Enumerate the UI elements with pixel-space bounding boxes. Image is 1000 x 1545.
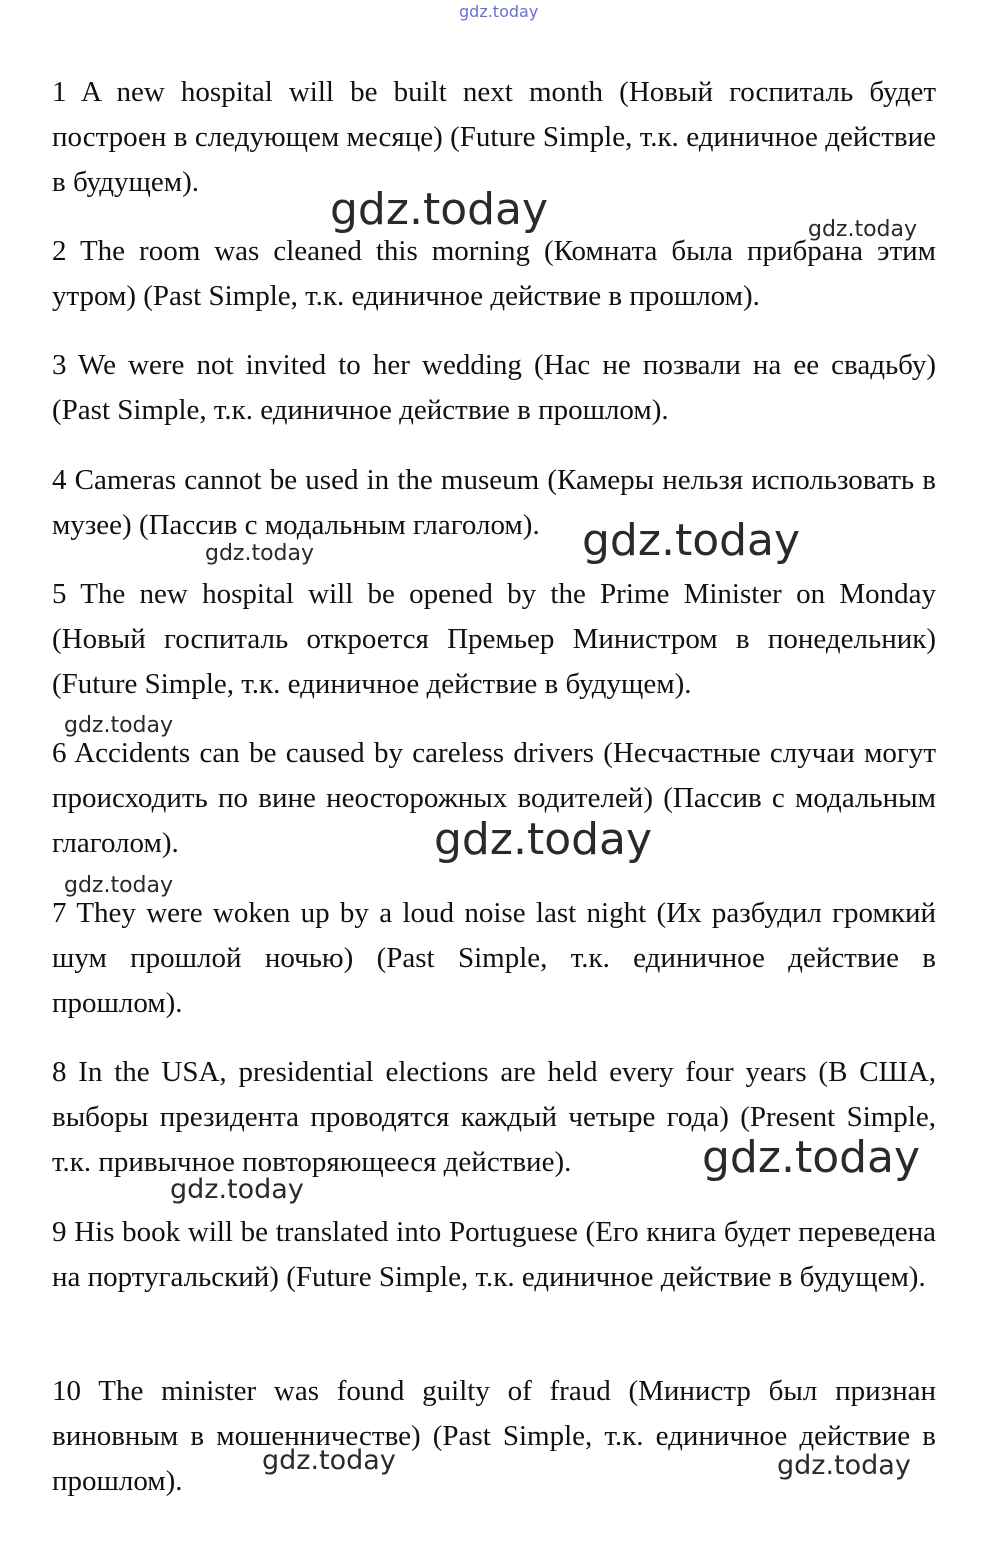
answer-paragraph-8: 8 In the USA, presidential elections are held every four years (В США, выборы президента проводятся каждый четыре года) (Present Simple, т.к. привычное повторяющееся действие). xyxy=(52,1056,936,1178)
answer-paragraph-5: 5 The new hospital will be opened by the Prime Minister on Monday (Новый госпиталь откроется Премьер Министром в понедельник) (Future Simple, т.к. единичное действие в будущем). xyxy=(52,578,936,700)
watermark-logo: gdz.today xyxy=(64,713,174,738)
watermark-logo: gdz.today xyxy=(777,1450,911,1481)
header-watermark: gdz.today xyxy=(459,2,539,21)
answer-paragraph-6: 6 Accidents can be caused by careless drivers (Несчастные случаи могут происходить по вине неосторожных водителей) (Пассив с модальным глаголом). xyxy=(52,737,936,859)
watermark-logo: gdz.today xyxy=(702,1132,921,1183)
answer-paragraph-1: 1 A new hospital will be built next month (Новый госпиталь будет построен в следующем месяце) (Future Simple, т.к. единичное действие в будущем). xyxy=(52,76,936,198)
watermark-logo: gdz.today xyxy=(205,541,315,566)
watermark-logo: gdz.today xyxy=(330,184,549,235)
watermark-logo: gdz.today xyxy=(582,515,801,566)
watermark-logo: gdz.today xyxy=(808,217,918,242)
answer-paragraph-4: 4 Cameras cannot be used in the museum (Камеры нельзя использовать в музее) (Пассив с модальным глаголом). xyxy=(52,464,936,541)
answer-paragraph-2: 2 The room was cleaned this morning (Комната была прибрана этим утром) (Past Simple, т.к. единичное действие в прошлом). xyxy=(52,235,936,312)
answer-paragraph-7: 7 They were woken up by a loud noise last night (Их разбудил громкий шум прошлой ночью) (Past Simple, т.к. единичное действие в прошлом). xyxy=(52,897,936,1019)
watermark-logo: gdz.today xyxy=(170,1174,304,1205)
answer-paragraph-10: 10 The minister was found guilty of fraud (Министр был признан виновным в мошенничестве) (Past Simple, т.к. единичное действие в прошлом). xyxy=(52,1375,936,1497)
watermark-logo: gdz.today xyxy=(64,873,174,898)
watermark-logo: gdz.today xyxy=(434,814,653,865)
answer-paragraph-3: 3 We were not invited to her wedding (Нас не позвали на ее свадьбу) (Past Simple, т.к. единичное действие в прошлом). xyxy=(52,349,936,426)
watermark-logo: gdz.today xyxy=(262,1445,396,1476)
answer-paragraph-9: 9 His book will be translated into Portuguese (Его книга будет переведена на португальский) (Future Simple, т.к. единичное действие в будущем). xyxy=(52,1216,936,1293)
